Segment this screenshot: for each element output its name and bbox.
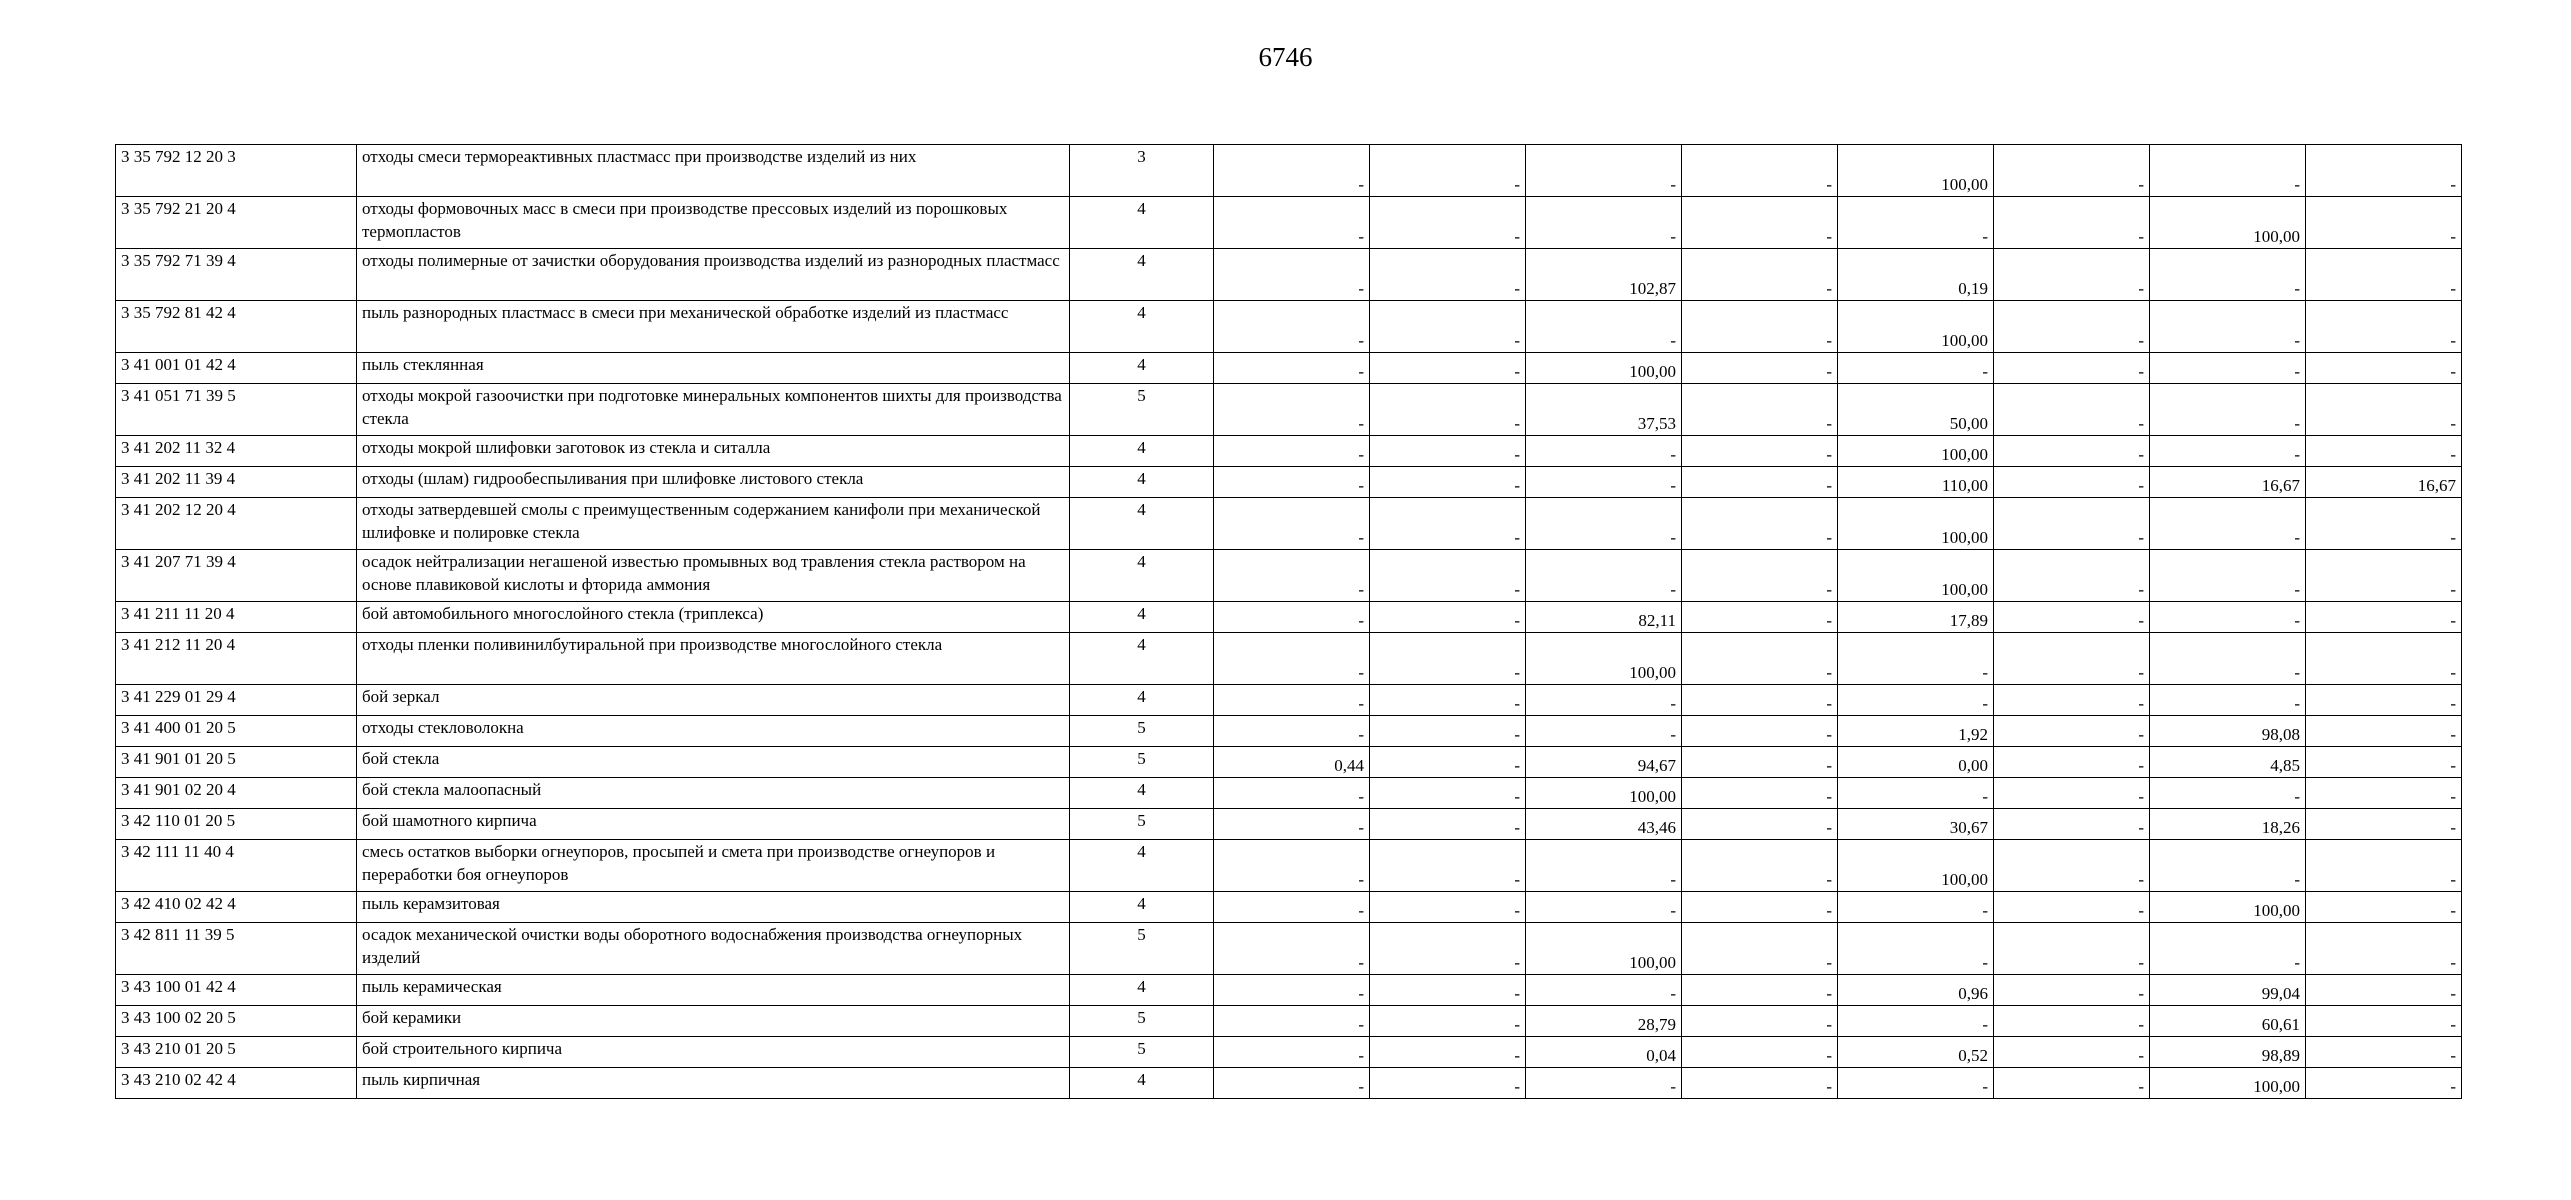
value-cell: -	[2150, 498, 2306, 550]
value-cell: -	[2306, 892, 2462, 923]
value-cell: -	[1526, 467, 1682, 498]
value-cell: 1,92	[1838, 716, 1994, 747]
value-cell: 0,04	[1526, 1037, 1682, 1068]
value-cell: -	[2306, 145, 2462, 197]
waste-code-cell: 3 41 901 01 20 5	[116, 747, 357, 778]
value-cell: -	[1370, 685, 1526, 716]
value-cell: -	[1214, 923, 1370, 975]
table-row	[116, 436, 2462, 467]
value-cell: -	[1682, 602, 1838, 633]
value-cell: 100,00	[1838, 498, 1994, 550]
hazard-class-cell: 4	[1070, 778, 1214, 809]
table-row	[116, 467, 2462, 498]
value-cell: -	[1994, 975, 2150, 1006]
waste-code-cell: 3 43 210 02 42 4	[116, 1068, 357, 1099]
table-row	[116, 778, 2462, 809]
hazard-class-cell: 4	[1070, 467, 1214, 498]
value-cell: -	[2306, 602, 2462, 633]
waste-code-cell: 3 41 051 71 39 5	[116, 384, 357, 436]
value-cell: -	[1370, 467, 1526, 498]
value-cell: 100,00	[1526, 778, 1682, 809]
value-cell: -	[1682, 778, 1838, 809]
value-cell: -	[2150, 249, 2306, 301]
value-cell: -	[1214, 301, 1370, 353]
value-cell: -	[1838, 778, 1994, 809]
value-cell: -	[1214, 840, 1370, 892]
value-cell: 18,26	[2150, 809, 2306, 840]
table-row	[116, 498, 2462, 550]
waste-name-cell: смесь остатков выборки огнеупоров, просыпей и смета при производстве огнеупоров и переработки боя огнеупоров	[357, 840, 1070, 892]
waste-name-cell: пыль разнородных пластмасс в смеси при механической обработке изделий из пластмасс	[357, 301, 1070, 353]
value-cell: -	[1838, 685, 1994, 716]
value-cell: 98,89	[2150, 1037, 2306, 1068]
waste-name-cell: отходы (шлам) гидрообеспыливания при шлифовке листового стекла	[357, 467, 1070, 498]
value-cell: 100,00	[1526, 633, 1682, 685]
waste-code-cell: 3 41 901 02 20 4	[116, 778, 357, 809]
value-cell: -	[1526, 840, 1682, 892]
value-cell: -	[1526, 685, 1682, 716]
value-cell: -	[1526, 892, 1682, 923]
value-cell: -	[1682, 467, 1838, 498]
value-cell: -	[1682, 145, 1838, 197]
value-cell: -	[2306, 809, 2462, 840]
hazard-class-cell: 4	[1070, 353, 1214, 384]
waste-name-cell: пыль керамзитовая	[357, 892, 1070, 923]
value-cell: -	[1682, 249, 1838, 301]
table-row	[116, 550, 2462, 602]
value-cell: -	[2306, 197, 2462, 249]
waste-code-cell: 3 42 110 01 20 5	[116, 809, 357, 840]
value-cell: -	[1526, 1068, 1682, 1099]
value-cell: -	[1994, 353, 2150, 384]
hazard-class-cell: 3	[1070, 145, 1214, 197]
value-cell: -	[1370, 436, 1526, 467]
hazard-class-cell: 5	[1070, 809, 1214, 840]
value-cell: -	[1994, 550, 2150, 602]
hazard-class-cell: 5	[1070, 1037, 1214, 1068]
hazard-class-cell: 4	[1070, 301, 1214, 353]
waste-name-cell: бой стекла	[357, 747, 1070, 778]
value-cell: -	[2150, 685, 2306, 716]
waste-code-cell: 3 35 792 12 20 3	[116, 145, 357, 197]
waste-code-cell: 3 41 207 71 39 4	[116, 550, 357, 602]
value-cell: -	[2150, 778, 2306, 809]
waste-code-cell: 3 35 792 21 20 4	[116, 197, 357, 249]
value-cell: 16,67	[2306, 467, 2462, 498]
value-cell: 16,67	[2150, 467, 2306, 498]
value-cell: -	[1370, 809, 1526, 840]
value-cell: -	[2306, 1037, 2462, 1068]
value-cell: -	[2306, 1068, 2462, 1099]
value-cell: 0,96	[1838, 975, 1994, 1006]
value-cell: -	[1838, 633, 1994, 685]
table-row	[116, 1006, 2462, 1037]
value-cell: -	[1370, 249, 1526, 301]
value-cell: -	[1526, 436, 1682, 467]
value-cell: -	[1214, 633, 1370, 685]
value-cell: -	[1214, 1068, 1370, 1099]
waste-code-cell: 3 41 001 01 42 4	[116, 353, 357, 384]
value-cell: -	[1994, 602, 2150, 633]
table-row	[116, 249, 2462, 301]
waste-name-cell: пыль керамическая	[357, 975, 1070, 1006]
waste-name-cell: осадок механической очистки воды оборотного водоснабжения производства огнеупорных изделий	[357, 923, 1070, 975]
value-cell: -	[1682, 892, 1838, 923]
waste-name-cell: пыль стеклянная	[357, 353, 1070, 384]
value-cell: -	[1370, 633, 1526, 685]
value-cell: -	[2306, 633, 2462, 685]
value-cell: 28,79	[1526, 1006, 1682, 1037]
value-cell: -	[1994, 1037, 2150, 1068]
value-cell: -	[1214, 145, 1370, 197]
value-cell: -	[1682, 384, 1838, 436]
value-cell: -	[2150, 436, 2306, 467]
value-cell: 0,00	[1838, 747, 1994, 778]
value-cell: -	[2306, 716, 2462, 747]
value-cell: -	[1682, 633, 1838, 685]
value-cell: -	[1994, 1006, 2150, 1037]
value-cell: -	[1682, 301, 1838, 353]
value-cell: 94,67	[1526, 747, 1682, 778]
table-row	[116, 923, 2462, 975]
value-cell: -	[2306, 923, 2462, 975]
value-cell: -	[1214, 353, 1370, 384]
value-cell: 100,00	[1838, 145, 1994, 197]
hazard-class-cell: 4	[1070, 550, 1214, 602]
value-cell: -	[1526, 197, 1682, 249]
value-cell: -	[2306, 384, 2462, 436]
value-cell: -	[1214, 436, 1370, 467]
value-cell: -	[1994, 685, 2150, 716]
value-cell: -	[1682, 685, 1838, 716]
value-cell: -	[1214, 498, 1370, 550]
value-cell: -	[1994, 467, 2150, 498]
table-row	[116, 892, 2462, 923]
waste-code-cell: 3 41 202 11 32 4	[116, 436, 357, 467]
waste-name-cell: отходы мокрой газоочистки при подготовке минеральных компонентов шихты для производства стекла	[357, 384, 1070, 436]
hazard-class-cell: 4	[1070, 975, 1214, 1006]
table-row	[116, 145, 2462, 197]
value-cell: -	[1214, 384, 1370, 436]
value-cell: -	[1994, 249, 2150, 301]
waste-name-cell: отходы полимерные от зачистки оборудования производства изделий из разнородных пластмасс	[357, 249, 1070, 301]
value-cell: -	[2150, 550, 2306, 602]
value-cell: -	[2306, 301, 2462, 353]
value-cell: 17,89	[1838, 602, 1994, 633]
waste-code-cell: 3 43 100 02 20 5	[116, 1006, 357, 1037]
table-row	[116, 197, 2462, 249]
waste-name-cell: бой автомобильного многослойного стекла (триплекса)	[357, 602, 1070, 633]
hazard-class-cell: 5	[1070, 384, 1214, 436]
value-cell: -	[1682, 923, 1838, 975]
table-row	[116, 633, 2462, 685]
value-cell: -	[1682, 1037, 1838, 1068]
value-cell: -	[1526, 716, 1682, 747]
value-cell: -	[1214, 197, 1370, 249]
value-cell: -	[1994, 778, 2150, 809]
value-cell: -	[1214, 685, 1370, 716]
value-cell: -	[2150, 145, 2306, 197]
value-cell: 0,19	[1838, 249, 1994, 301]
value-cell: -	[1994, 840, 2150, 892]
waste-name-cell: пыль кирпичная	[357, 1068, 1070, 1099]
value-cell: -	[2306, 353, 2462, 384]
value-cell: 0,44	[1214, 747, 1370, 778]
table-row	[116, 301, 2462, 353]
value-cell: -	[2150, 301, 2306, 353]
waste-name-cell: отходы формовочных масс в смеси при производстве прессовых изделий из порошковых термопластов	[357, 197, 1070, 249]
value-cell: -	[1370, 716, 1526, 747]
table-row	[116, 1037, 2462, 1068]
value-cell: -	[1682, 436, 1838, 467]
value-cell: 50,00	[1838, 384, 1994, 436]
value-cell: -	[1214, 550, 1370, 602]
value-cell: -	[1838, 353, 1994, 384]
value-cell: -	[1682, 353, 1838, 384]
waste-name-cell: бой стекла малоопасный	[357, 778, 1070, 809]
hazard-class-cell: 4	[1070, 498, 1214, 550]
value-cell: -	[2150, 633, 2306, 685]
value-cell: -	[1682, 1068, 1838, 1099]
table-row	[116, 353, 2462, 384]
hazard-class-cell: 4	[1070, 249, 1214, 301]
value-cell: -	[1214, 467, 1370, 498]
waste-code-cell: 3 42 111 11 40 4	[116, 840, 357, 892]
waste-code-cell: 3 41 229 01 29 4	[116, 685, 357, 716]
value-cell: 100,00	[1838, 301, 1994, 353]
value-cell: -	[1994, 747, 2150, 778]
waste-code-cell: 3 41 400 01 20 5	[116, 716, 357, 747]
hazard-class-cell: 4	[1070, 840, 1214, 892]
waste-code-cell: 3 42 811 11 39 5	[116, 923, 357, 975]
value-cell: -	[1838, 1068, 1994, 1099]
value-cell: -	[1370, 1037, 1526, 1068]
table-row	[116, 384, 2462, 436]
waste-name-cell: отходы пленки поливинилбутиральной при производстве многослойного стекла	[357, 633, 1070, 685]
value-cell: -	[1370, 550, 1526, 602]
value-cell: -	[1994, 892, 2150, 923]
table-row	[116, 809, 2462, 840]
value-cell: 100,00	[1526, 353, 1682, 384]
value-cell: -	[2150, 602, 2306, 633]
value-cell: -	[1370, 892, 1526, 923]
value-cell: -	[1994, 809, 2150, 840]
value-cell: -	[1682, 197, 1838, 249]
value-cell: 100,00	[1838, 550, 1994, 602]
value-cell: -	[1994, 716, 2150, 747]
value-cell: -	[1214, 778, 1370, 809]
waste-name-cell: бой керамики	[357, 1006, 1070, 1037]
value-cell: -	[2306, 498, 2462, 550]
value-cell: 100,00	[2150, 1068, 2306, 1099]
value-cell: -	[2306, 550, 2462, 602]
waste-code-cell: 3 41 202 11 39 4	[116, 467, 357, 498]
value-cell: -	[1994, 301, 2150, 353]
value-cell: -	[1214, 249, 1370, 301]
hazard-class-cell: 5	[1070, 747, 1214, 778]
waste-code-cell: 3 43 100 01 42 4	[116, 975, 357, 1006]
hazard-class-cell: 4	[1070, 197, 1214, 249]
value-cell: -	[2306, 975, 2462, 1006]
value-cell: -	[1838, 1006, 1994, 1037]
value-cell: -	[1994, 145, 2150, 197]
value-cell: -	[1838, 197, 1994, 249]
value-cell: -	[1214, 975, 1370, 1006]
value-cell: -	[1370, 975, 1526, 1006]
hazard-class-cell: 4	[1070, 602, 1214, 633]
value-cell: -	[2306, 778, 2462, 809]
value-cell: -	[1682, 498, 1838, 550]
value-cell: -	[1526, 498, 1682, 550]
hazard-class-cell: 4	[1070, 685, 1214, 716]
waste-code-cell: 3 43 210 01 20 5	[116, 1037, 357, 1068]
value-cell: -	[1526, 145, 1682, 197]
value-cell: -	[2150, 923, 2306, 975]
value-cell: -	[1214, 602, 1370, 633]
value-cell: -	[1682, 975, 1838, 1006]
value-cell: -	[1370, 197, 1526, 249]
value-cell: 4,85	[2150, 747, 2306, 778]
value-cell: -	[1370, 840, 1526, 892]
waste-name-cell: бой строительного кирпича	[357, 1037, 1070, 1068]
value-cell: -	[1370, 602, 1526, 633]
value-cell: 98,08	[2150, 716, 2306, 747]
hazard-class-cell: 4	[1070, 892, 1214, 923]
table-row	[116, 747, 2462, 778]
value-cell: -	[1370, 778, 1526, 809]
hazard-class-cell: 4	[1070, 436, 1214, 467]
value-cell: -	[1214, 716, 1370, 747]
value-cell: -	[1994, 1068, 2150, 1099]
value-cell: -	[1994, 436, 2150, 467]
value-cell: -	[1370, 498, 1526, 550]
waste-code-cell: 3 41 211 11 20 4	[116, 602, 357, 633]
waste-name-cell: отходы смеси термореактивных пластмасс при производстве изделий из них	[357, 145, 1070, 197]
waste-code-cell: 3 35 792 71 39 4	[116, 249, 357, 301]
table-row	[116, 685, 2462, 716]
value-cell: -	[1370, 747, 1526, 778]
value-cell: 100,00	[2150, 197, 2306, 249]
value-cell: -	[1838, 923, 1994, 975]
value-cell: -	[1682, 809, 1838, 840]
value-cell: -	[1370, 353, 1526, 384]
value-cell: -	[2306, 1006, 2462, 1037]
value-cell: -	[2306, 840, 2462, 892]
waste-code-cell: 3 41 202 12 20 4	[116, 498, 357, 550]
value-cell: -	[2150, 353, 2306, 384]
value-cell: 37,53	[1526, 384, 1682, 436]
value-cell: -	[1214, 1006, 1370, 1037]
table-row	[116, 716, 2462, 747]
value-cell: 0,52	[1838, 1037, 1994, 1068]
value-cell: -	[1370, 301, 1526, 353]
value-cell: 100,00	[1838, 840, 1994, 892]
value-cell: 100,00	[1838, 436, 1994, 467]
value-cell: 30,67	[1838, 809, 1994, 840]
value-cell: -	[1370, 1006, 1526, 1037]
value-cell: -	[1526, 975, 1682, 1006]
table-row	[116, 840, 2462, 892]
value-cell: -	[1682, 1006, 1838, 1037]
value-cell: -	[1370, 384, 1526, 436]
waste-name-cell: осадок нейтрализации негашеной известью промывных вод травления стекла раствором на основе плавиковой кислоты и фторида аммония	[357, 550, 1070, 602]
value-cell: -	[1994, 197, 2150, 249]
value-cell: -	[1994, 498, 2150, 550]
waste-name-cell: отходы стекловолокна	[357, 716, 1070, 747]
waste-table	[115, 144, 2462, 1099]
table-row	[116, 975, 2462, 1006]
value-cell: -	[2150, 384, 2306, 436]
value-cell: -	[1526, 301, 1682, 353]
value-cell: -	[1526, 550, 1682, 602]
value-cell: 43,46	[1526, 809, 1682, 840]
value-cell: -	[1370, 923, 1526, 975]
waste-name-cell: отходы затвердевшей смолы с преимущественным содержанием канифоли при механической шлифовке и полировке стекла	[357, 498, 1070, 550]
table-row	[116, 602, 2462, 633]
page-number: 6746	[1258, 42, 1313, 72]
waste-name-cell: отходы мокрой шлифовки заготовок из стекла и ситалла	[357, 436, 1070, 467]
value-cell: -	[1682, 840, 1838, 892]
value-cell: 110,00	[1838, 467, 1994, 498]
value-cell: -	[1994, 384, 2150, 436]
value-cell: -	[1838, 892, 1994, 923]
value-cell: -	[1994, 633, 2150, 685]
value-cell: -	[2306, 685, 2462, 716]
hazard-class-cell: 5	[1070, 716, 1214, 747]
hazard-class-cell: 4	[1070, 1068, 1214, 1099]
value-cell: -	[1994, 923, 2150, 975]
waste-name-cell: бой зеркал	[357, 685, 1070, 716]
value-cell: -	[1214, 809, 1370, 840]
hazard-class-cell: 4	[1070, 633, 1214, 685]
waste-code-cell: 3 41 212 11 20 4	[116, 633, 357, 685]
value-cell: -	[1370, 1068, 1526, 1099]
value-cell: -	[2306, 249, 2462, 301]
table-row	[116, 1068, 2462, 1099]
value-cell: -	[1682, 747, 1838, 778]
value-cell: -	[1682, 550, 1838, 602]
value-cell: -	[1370, 145, 1526, 197]
hazard-class-cell: 5	[1070, 1006, 1214, 1037]
hazard-class-cell: 5	[1070, 923, 1214, 975]
waste-code-cell: 3 35 792 81 42 4	[116, 301, 357, 353]
value-cell: -	[1682, 716, 1838, 747]
value-cell: -	[2306, 436, 2462, 467]
value-cell: 100,00	[1526, 923, 1682, 975]
value-cell: -	[1214, 1037, 1370, 1068]
value-cell: -	[1214, 892, 1370, 923]
table-body	[116, 145, 2462, 1099]
value-cell: 60,61	[2150, 1006, 2306, 1037]
value-cell: 100,00	[2150, 892, 2306, 923]
waste-code-cell: 3 42 410 02 42 4	[116, 892, 357, 923]
value-cell: 82,11	[1526, 602, 1682, 633]
waste-name-cell: бой шамотного кирпича	[357, 809, 1070, 840]
value-cell: 99,04	[2150, 975, 2306, 1006]
value-cell: 102,87	[1526, 249, 1682, 301]
value-cell: -	[2150, 840, 2306, 892]
value-cell: -	[2306, 747, 2462, 778]
